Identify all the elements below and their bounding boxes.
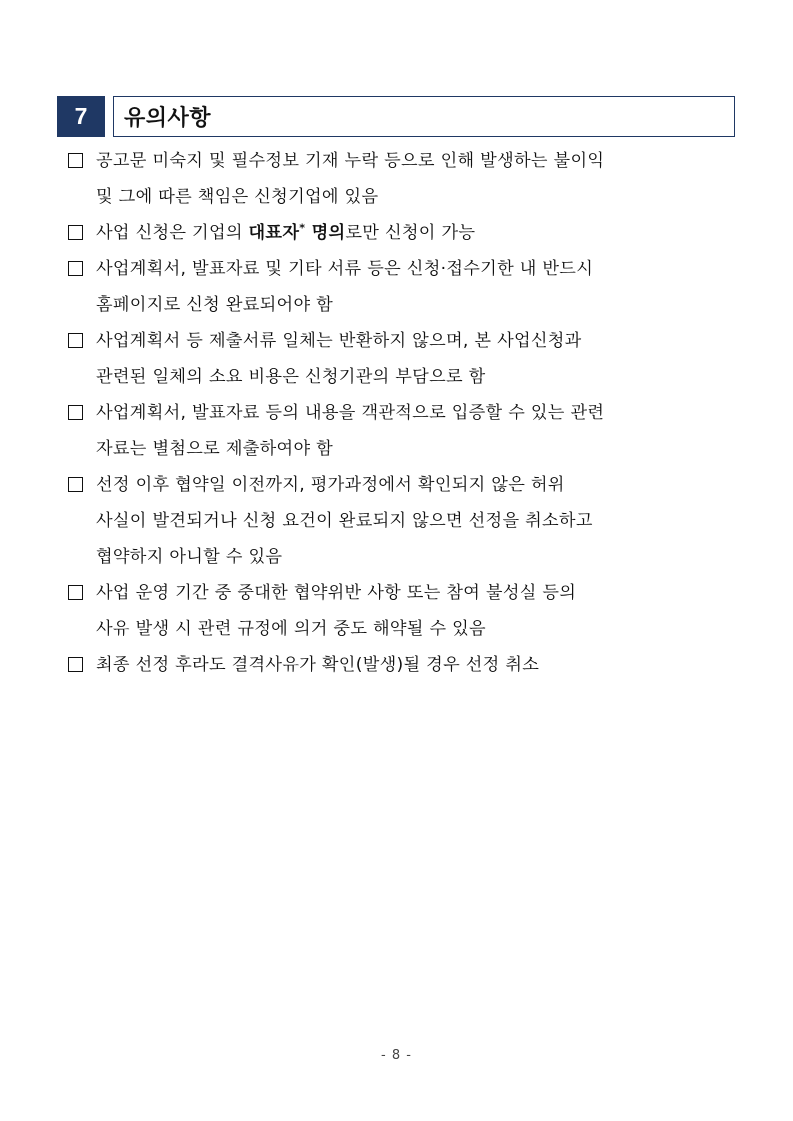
checkbox-icon: [68, 261, 83, 276]
checkbox-icon: [68, 405, 83, 420]
notice-line: 사업 운영 기간 중 중대한 협약위반 사항 또는 참여 불성실 등의: [96, 583, 577, 603]
notice-line: 자료는 별첨으로 제출하여야 함: [96, 439, 334, 459]
notice-line: [96, 215, 738, 251]
section-title: 유의사항: [124, 106, 212, 131]
notice-line: 사유 발생 시 관련 규정에 의거 중도 해약될 수 있음: [96, 619, 486, 639]
notice-line: 사업계획서 등 제출서류 일체는 반환하지 않으며, 본 사업신청과: [96, 331, 582, 351]
notice-item: [66, 251, 738, 323]
notice-line: 공고문 미숙지 및 필수정보 기재 누락 등으로 인해 발생하는 불이익: [96, 151, 605, 171]
checkbox-icon: [68, 477, 83, 492]
notice-line: 최종 선정 후라도 결격사유가 확인(발생)될 경우 선정 취소: [96, 655, 540, 675]
checkbox-icon: [68, 333, 83, 348]
notice-text: 로만 신청이 가능: [345, 223, 476, 243]
notice-text: 사업 신청은 기업의: [96, 223, 249, 243]
checkbox-icon: [68, 225, 83, 240]
notice-item: [66, 575, 738, 647]
checkbox-icon: [68, 585, 83, 600]
notice-line: 사업계획서, 발표자료 및 기타 서류 등은 신청·접수기한 내 반드시: [96, 259, 594, 279]
notice-item: [66, 143, 738, 215]
notice-item: [66, 395, 738, 467]
notice-line: 협약하지 아니할 수 있음: [96, 547, 283, 567]
notice-item: [66, 323, 738, 395]
representative-emphasis: 대표자: [248, 223, 300, 243]
section-title-box: [113, 96, 735, 137]
footnote-mark: *: [299, 221, 306, 235]
notice-item: [66, 215, 738, 251]
name-emphasis: 명의: [305, 223, 346, 243]
section-number: 7: [57, 96, 105, 137]
notice-line: 사실이 발견되거나 신청 요건이 완료되지 않으면 선정을 취소하고: [96, 511, 593, 531]
notice-list: [66, 143, 738, 683]
notice-line: 홈페이지로 신청 완료되어야 함: [96, 295, 334, 315]
section-header: [57, 96, 735, 137]
notice-line: 사업계획서, 발표자료 등의 내용을 객관적으로 입증할 수 있는 관련: [96, 403, 605, 423]
notice-item: [66, 647, 738, 683]
checkbox-icon: [68, 153, 83, 168]
notice-line: 선정 이후 협약일 이전까지, 평가과정에서 확인되지 않은 허위: [96, 475, 565, 495]
checkbox-icon: [68, 657, 83, 672]
page-number: - 8 -: [381, 1048, 412, 1063]
notice-line: 및 그에 따른 책임은 신청기업에 있음: [96, 187, 379, 207]
notice-line: 관련된 일체의 소요 비용은 신청기관의 부담으로 함: [96, 367, 486, 387]
notice-item: [66, 467, 738, 575]
